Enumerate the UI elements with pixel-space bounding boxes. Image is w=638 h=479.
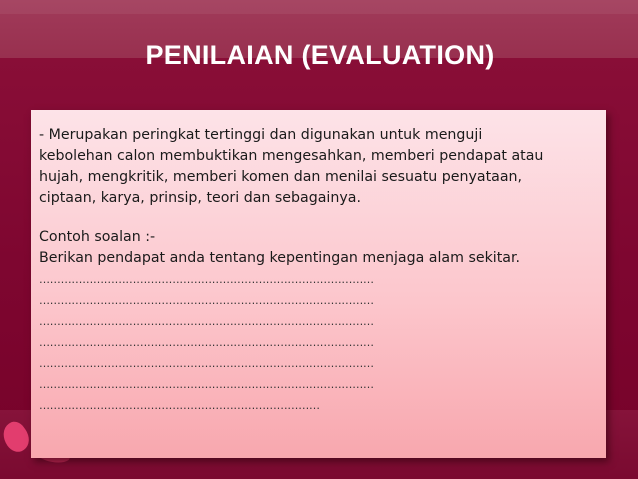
description-line: hujah, mengkritik, memberi komen dan menilai sesuatu penyataan, <box>39 169 523 185</box>
answer-line: …………………………………………………………………… <box>39 399 320 412</box>
answer-line: ………………………………………………………………………………… <box>39 294 374 307</box>
paragraph-spacer <box>39 209 598 227</box>
answer-line: ………………………………………………………………………………… <box>39 336 374 349</box>
title-band-shine <box>0 0 638 14</box>
description-line: ciptaan, karya, prinsip, teori dan sebagainya. <box>39 190 361 206</box>
content-box <box>31 110 606 458</box>
answer-line: ………………………………………………………………………………… <box>39 315 374 328</box>
answer-line: ………………………………………………………………………………… <box>39 273 374 286</box>
answer-line: ………………………………………………………………………………… <box>39 357 374 370</box>
slide-title-text: PENILAIAN (EVALUATION) <box>145 40 495 70</box>
answer-lines <box>39 269 598 416</box>
example-heading: Contoh soalan :- <box>39 229 156 245</box>
slide-title <box>0 40 638 71</box>
description-paragraph <box>39 125 598 209</box>
example-question: Berikan pendapat anda tentang kepentingan menjaga alam sekitar. <box>39 250 521 266</box>
description-line: - Merupakan peringkat tertinggi dan digunakan untuk menguji <box>39 127 483 143</box>
answer-line: ………………………………………………………………………………… <box>39 378 374 391</box>
description-line: kebolehan calon membuktikan mengesahkan, memberi pendapat atau <box>39 148 544 164</box>
